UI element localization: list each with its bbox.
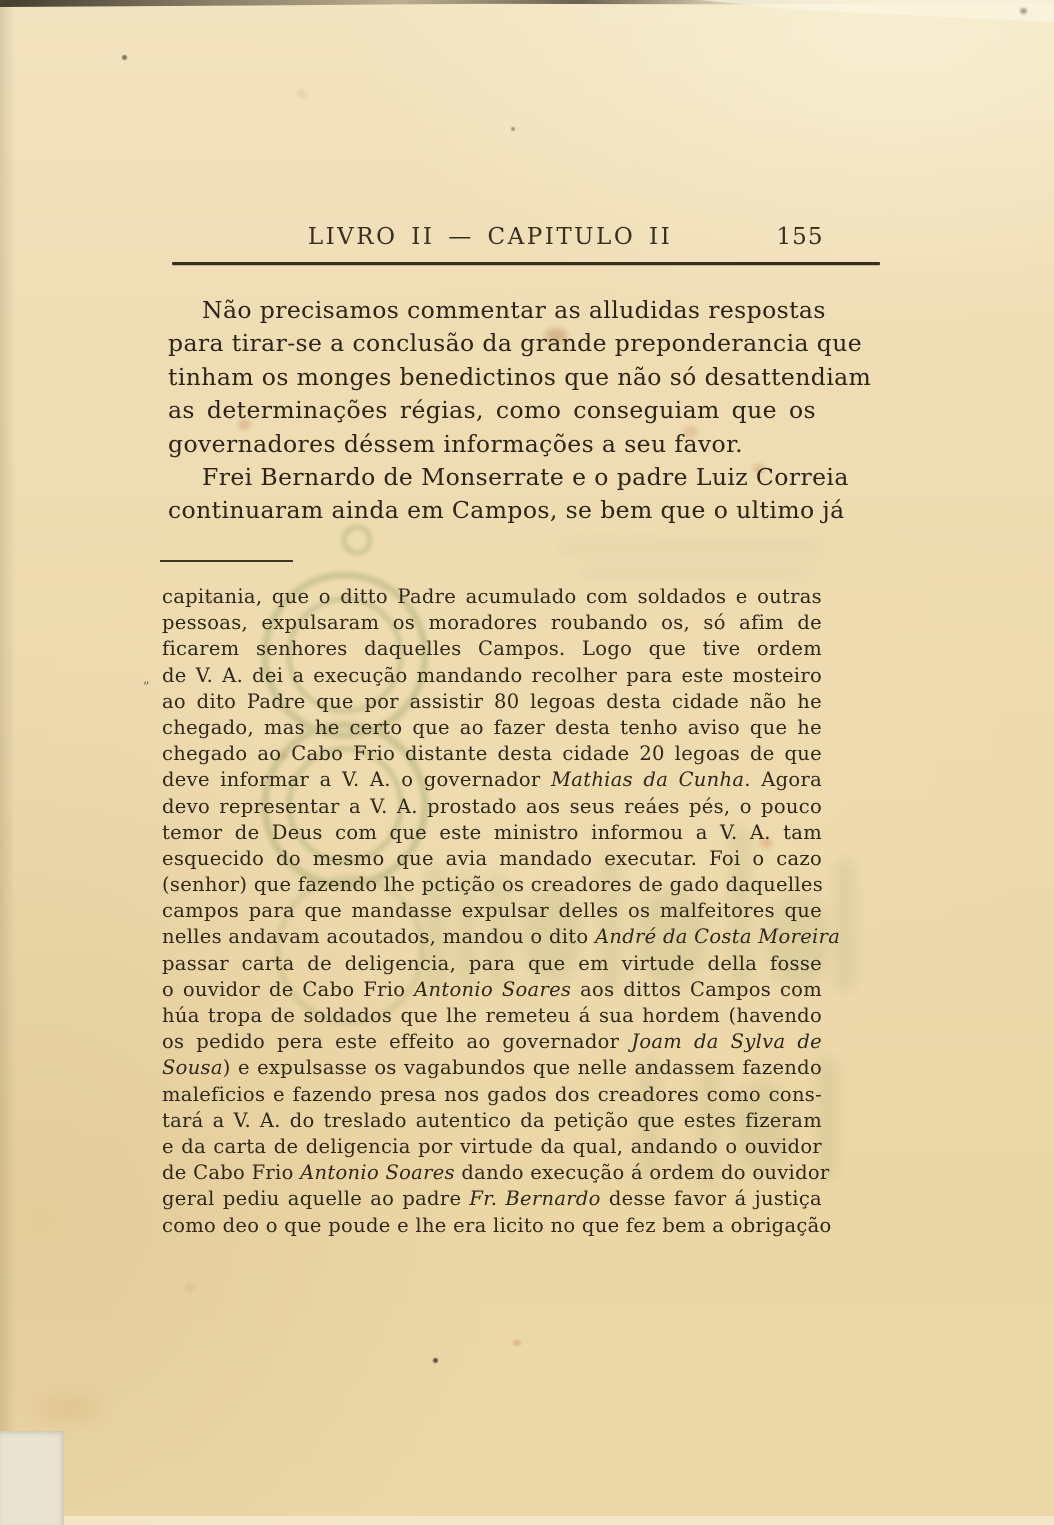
footnote-line-22: e da carta de deligencia por virtude da qual, andando o ouvidor [162, 1134, 822, 1158]
footnote-line-21: tará a V. A. do treslado autentico da petição que estes fizeram [162, 1108, 822, 1132]
corner-label-patch [0, 1431, 64, 1525]
paper-stain [40, 1395, 100, 1421]
footnote-line-20: maleficios e fazendo presa nos gados dos creadores como cons- [162, 1082, 822, 1106]
main-text-line-3: tinham os monges benedictinos que não só desattendiam [168, 362, 872, 391]
paper-stain [297, 90, 307, 98]
paper-speck [511, 127, 515, 131]
paper-stain [513, 1340, 521, 1346]
page-corner-highlight [700, 0, 1054, 22]
paper-speck [433, 1358, 438, 1363]
footnote-line-3: ficarem senhores daquelles Campos. Logo que tive ordem [162, 637, 822, 661]
main-text-line-2: para tirar-se a conclusão da grande preponderancia que [168, 329, 863, 358]
footnote-line-6: chegado, mas he certo que ao fazer desta tenho aviso que he [162, 715, 822, 739]
margin-mark: „ [143, 671, 149, 687]
footnote-line-18: os pedido pera este effeito ao governador Joam da Sylva de [162, 1030, 822, 1054]
footnote-line-4: „ de V. A. dei a execução mandando recolher para este mosteiro [162, 663, 822, 689]
footnote-line-13: campos para que mandasse expulsar delles os malfeitores que [162, 899, 822, 923]
footnote-line-24: geral pediu aquelle ao padre Fr. Bernardo desse favor á justiça [162, 1187, 822, 1211]
scan-left-edge [0, 0, 16, 1525]
footnote-line-8: deve informar a V. A. o governador Mathias da Cunha. Agora [162, 768, 822, 792]
footnote-line-19: Sousa) e expulsasse os vagabundos que nelle andassem fazendo [162, 1056, 822, 1080]
footnote-line-2: pessoas, expulsaram os moradores roubando os, só afim de [162, 611, 822, 635]
footnote-line-1: capitania, que o ditto Padre acumulado com soldados e outras [162, 585, 822, 608]
running-head-title: LIVRO II — CAPITULO II [307, 224, 673, 250]
main-text-line-4: as determinações régias, como conseguiam que os [168, 396, 816, 425]
main-text-line-1: Não precisamos commentar as alludidas respostas [202, 296, 826, 324]
footnote-line-12: (senhor) que fazendo lhe pctição os creadores de gado daquelles [162, 873, 824, 897]
footnote-line-9: devo representar a V. A. prostado aos seus reáes pés, o pouco [162, 794, 822, 818]
main-text-line-7: continuaram ainda em Campos, se bem que o ultimo já [168, 496, 845, 525]
footnote-line-15: passar carta de deligencia, para que em virtude della fosse [162, 951, 822, 975]
scan-bottom-edge [0, 1516, 1054, 1525]
footnote-line-10: temor de Deus com que este ministro informou a V. A. tam [162, 820, 822, 844]
footnote-line-16: o ouvidor de Cabo Frio Antonio Soares aos dittos Campos com [162, 977, 822, 1001]
main-text-block [168, 294, 872, 528]
footnote-line-11: esquecido do mesmo que avia mandado executar. Foi o cazo [162, 846, 822, 870]
footnote-separator-rule [160, 560, 293, 562]
header-rule [172, 262, 880, 265]
paper-speck [122, 55, 127, 60]
footnote-line-7: chegado ao Cabo Frio distante desta cidade 20 legoas de que [162, 742, 822, 766]
footnote-line-14: nelles andavam acoutados, mandou o dito André da Costa Moreira [162, 925, 841, 949]
footnote-line-25: como deo o que poude e lhe era licito no que fez bem a obrigação [162, 1213, 832, 1237]
footnote-line-5: ao dito Padre que por assistir 80 legoas desta cidade não he [162, 689, 822, 713]
main-text-line-6: Frei Bernardo de Monserrate e o padre Luiz Correia [202, 462, 849, 491]
footnote-block [143, 584, 841, 1239]
main-text-line-5: governadores déssem informações a seu favor. [168, 429, 744, 458]
footnote-line-17: húa tropa de soldados que lhe remeteu á sua hordem (havendo [162, 1004, 822, 1027]
paper-stain [185, 1284, 194, 1291]
page-number: 155 [776, 224, 824, 250]
footnote-line-23: de Cabo Frio Antonio Soares dando execução á ordem do ouvidor [162, 1161, 830, 1185]
